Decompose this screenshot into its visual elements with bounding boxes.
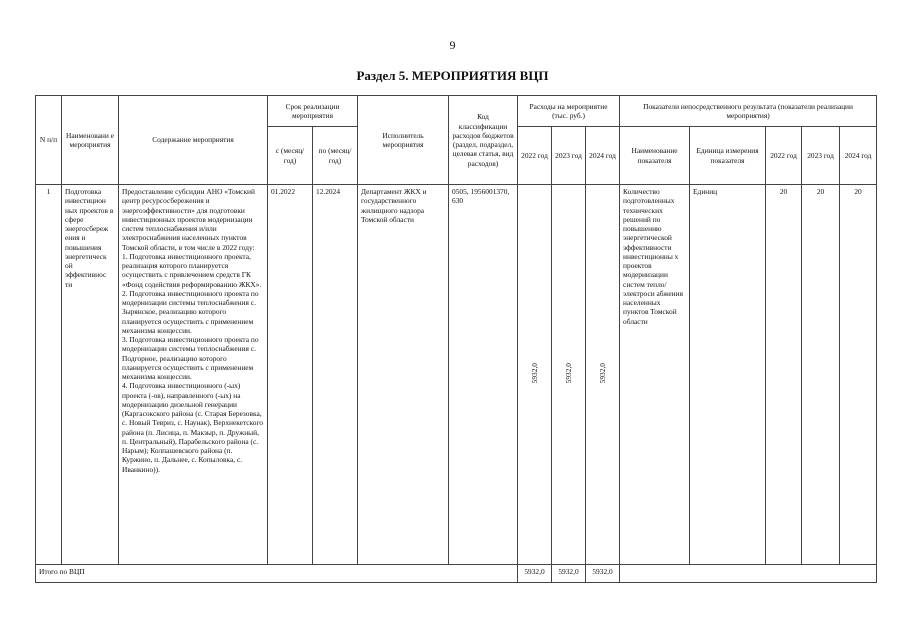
header-executor: Исполнитель мероприятия — [358, 96, 449, 185]
header-period: Срок реализации мероприятия — [268, 96, 358, 127]
measures-table — [35, 95, 877, 583]
header-ind-2023: 2023 год — [802, 127, 840, 185]
header-num: N п/п — [36, 96, 62, 185]
row-kbk: 0505, 1956001370, 630 — [449, 185, 518, 565]
row-exp-2023: 5932,0 — [563, 363, 573, 384]
row-ind-2024: 20 — [840, 185, 877, 565]
row-ind-2022: 20 — [766, 185, 802, 565]
row-exp-2022: 5932,0 — [529, 363, 539, 384]
header-period-from: с (месяц/ год) — [268, 127, 313, 185]
header-ind-2022: 2022 год — [766, 127, 802, 185]
header-indicators: Показатели непосредственного результата (показатели реализации мероприятия) — [620, 96, 877, 127]
header-kbk: Код классификации расходов бюджетов (раздел, подраздел, целевая статья, вид расходов) — [449, 96, 518, 185]
total-2022: 5932,0 — [518, 565, 552, 583]
header-exp-2023: 2023 год — [552, 127, 586, 185]
total-label: Итого по ВЦП — [36, 565, 518, 583]
total-row — [36, 565, 877, 583]
table-row — [36, 185, 877, 565]
row-to: 12.2024 — [313, 185, 358, 565]
row-content: Предоставление субсидии АНО «Томский центр ресурсосбережения и энергоэффективности» для подготовки инвестиционных проектов модернизации систем теплоснабжения и/или электроснабжения населенных пунктов Томской области, в том числе в 2022 году: 1. Подготовка инвестиционного проекта, реализация которого планируется осуществить с привлечением средств ГК «Фонд содействия реформированию ЖКХ». 2. Подготовка инвестиционного проекта по модернизации системы теплоснабжения с. Зырянское, реализацию которого планируется осуществить с применением механизма концессии. 3. Подготовка инвестиционного проекта по модернизации системы теплоснабжения с. Подгорное, реализацию которого планируется осуществить с применением механизма концессии. 4. Подготовка инвестиционного (-ых) проекта (-ов), направленного (-ых) на модернизацию дизельной генерации (Каргасокского района (с. Старая Березовка, с. Новый Тевриз, с. Наунак), Верхнекетского района (п. Лисица, п. Макзыр, п. Дружный, п. Центральный), Парабельского района (с. Нарым); Колпашевского района (п. Куржино, п. Дальнее, с. Копыловка, с. Иванкино)). — [119, 185, 268, 565]
page-number: 9 — [449, 38, 456, 52]
total-empty-cell — [620, 565, 877, 583]
section-title: Раздел 5. МЕРОПРИЯТИЯ ВЦП — [356, 68, 549, 83]
row-exp-2024: 5932,0 — [597, 363, 607, 384]
row-indicator-name: Количество подготовленных технических решений по повышению энергетической эффективности инвестиционны х проектов модернизации систем тепло/электроси абжения населенных пунктов Томской области — [620, 185, 690, 565]
row-executor: Департамент ЖКХ и государственного жилищного надзора Томской области — [358, 185, 449, 565]
header-expenses: Расходы на мероприятие (тыс. руб.) — [518, 96, 620, 127]
row-ind-2023: 20 — [802, 185, 840, 565]
header-exp-2024: 2024 год — [586, 127, 620, 185]
row-num: 1 — [36, 185, 62, 565]
header-period-to: по (месяц/ год) — [313, 127, 358, 185]
header-indicator-name: Наименование показателя — [620, 127, 690, 185]
row-exp-2024-cell — [586, 185, 620, 565]
header-name: Наименовани е мероприятия — [62, 96, 119, 185]
row-exp-2023-cell — [552, 185, 586, 565]
header-exp-2022: 2022 год — [518, 127, 552, 185]
total-2024: 5932,0 — [586, 565, 620, 583]
row-from: 01.2022 — [268, 185, 313, 565]
total-2023: 5932,0 — [552, 565, 586, 583]
header-content: Содержание мероприятия — [119, 96, 268, 185]
row-unit: Единиц — [690, 185, 766, 565]
row-name: Подготовка инвестицион ных проектов в сфере энергосбереж ения и повышения энергетическ ой эффективнос ти — [62, 185, 119, 565]
header-ind-2024: 2024 год — [840, 127, 877, 185]
row-exp-2022-cell — [518, 185, 552, 565]
header-unit: Единица измерения показателя — [690, 127, 766, 185]
